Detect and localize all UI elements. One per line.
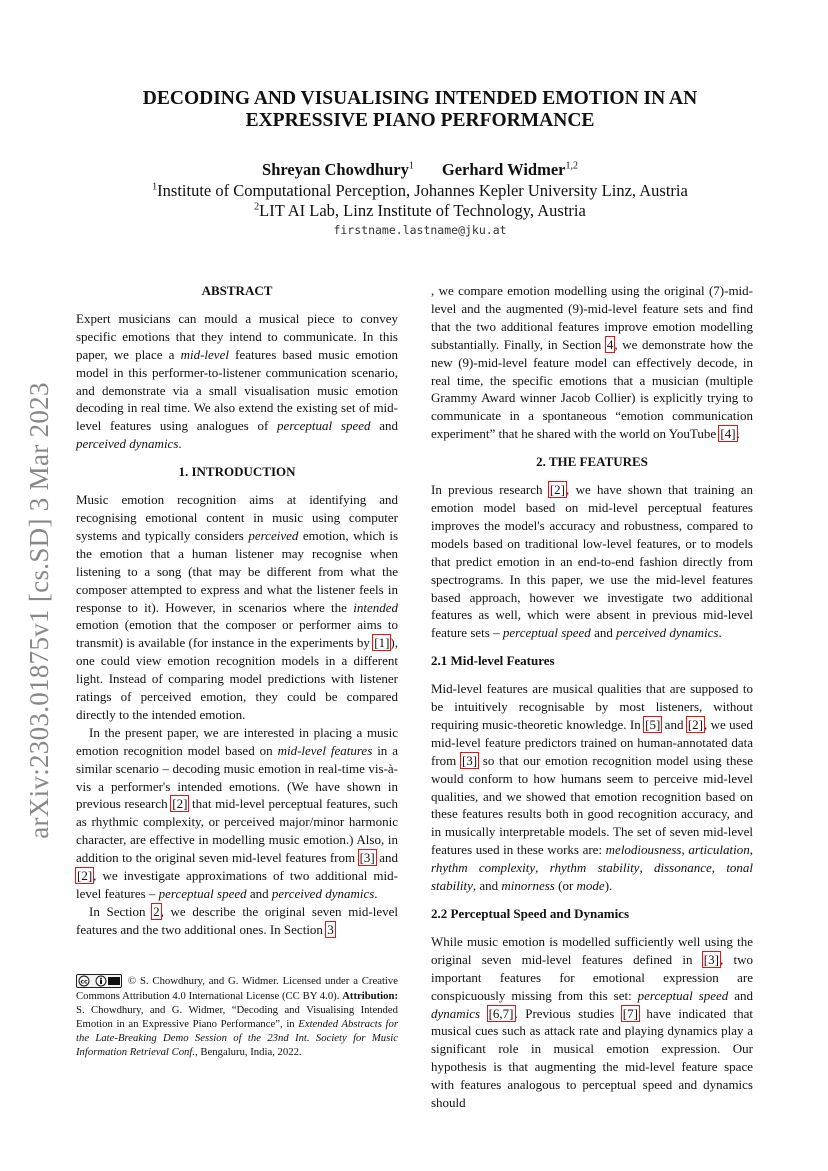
affil-text: Institute of Computational Perception, Johannes Kepler University Linz, Austria [157,181,688,200]
intro-paragraph-3-continued: , we compare emotion modelling using the original (7)-mid-level and the augmented (9)-mid-level feature sets and find that the two additional features improve emotion modelling substantially. Finally, in Section 4, we demonstrate how the new (9)-mid-level feature model can effectively decode, in real time, the specific emotions that a musician (multiple Grammy Award winner Jacob Collier) is explicitly trying to communicate in a spontaneous “emotion communication experiment” that he shared with the world on YouTube [4]. [431,283,753,442]
features-paragraph: In previous research [2], we have shown that training an emotion model based on mid-level perceptual features improves the model's accuracy and robustness, compared to models based on traditional low-level features, or to models that predict emotion in an end-to-end fashion directly from spectrograms. In this paper, we use the mid-level features based approach, however we investigate two additional features as well, which were absent in previous mid-level feature sets – perceptual speed and perceived dynamics. [431,482,753,641]
intro-paragraph-3a: In Section 2, we describe the original seven mid-level features and the two additional ones. In Section 3 [76,903,399,937]
citation-link[interactable]: [4] [720,426,736,442]
citation-link[interactable]: [3] [461,752,478,768]
section-link[interactable]: 2 [153,903,160,919]
affil-mark: 1 [152,181,158,193]
title-line-1: DECODING AND VISUALISING INTENDED EMOTION IN AN [142,88,698,109]
affil-text: LIT AI Lab, Linz Institute of Technology, Austria [259,201,586,220]
intro-paragraph-1: Music emotion recognition aims at identifying and recognising emotional content in music using computer systems and typically considers perceived emotion, which is the emotion that a human listener may recognise when listening to a song (that may be different from what the composer attempted to express and what the listener feels in response to it). However, in scenarios where the intended emotion (emotion that the composer or performer aims to transmit) is available (for instance in the experiments by [1]), one could view emotion recognition models in a different light. Instead of comparing model predictions with listener ratings of perceived emotion, they could be compared directly to the intended emotion. [76,492,399,722]
arxiv-identifier: arXiv:2303.01875v1 [cs.SD] 3 Mar 2023 [23,381,54,839]
author-list [100,160,740,180]
svg-text:cc: cc [80,977,88,985]
citation-link[interactable]: [5] [645,716,661,732]
left-column [76,282,398,939]
citation-link[interactable]: [3] [703,951,719,967]
citation-link[interactable]: [7] [622,1005,638,1021]
arxiv-identifier-sidebar [18,360,60,860]
paper-title [100,88,740,132]
author-email: firstname.lastname@jku.at [333,223,507,237]
author-affil-mark: 1,2 [565,160,578,172]
affiliation-1 [100,181,740,201]
features-heading: 2. THE FEATURES [536,454,648,470]
abstract-heading: ABSTRACT [201,283,273,298]
author-affil-mark: 1 [408,160,414,172]
section-link[interactable]: 3 [327,921,334,937]
intro-heading: 1. INTRODUCTION [178,464,296,480]
citation-link[interactable]: [2] [687,716,703,732]
midlevel-paragraph: Mid-level features are musical qualities that are supposed to be intuitively recognisable by most listeners, without requiring music-theoretic knowledge. In [5] and [2], we used mid-level feature predictors trained on human-annotated data from [3] so that our emotion recognition model using these would conform to how humans seem to perceive mid-level qualities, and we showed that emotion recognition based on these features results both in good recognition accuracy, and in musically interpretable models. The set of seven mid-level features used in these works are: melodiousness, articulation, rhythm complexity, rhythm stability, dissonance, tonal stability, and minorness (or mode). [431,681,754,894]
author-name: Shreyan Chowdhury [262,160,409,179]
citation-link[interactable]: [2] [77,868,93,884]
author-name: Gerhard Widmer [441,160,566,179]
affiliation-2 [100,201,740,221]
footnote-block [76,974,398,1059]
citation-link[interactable]: [3] [359,850,375,866]
citation-link[interactable]: [6,7] [488,1005,514,1021]
subsection-heading-2-2: 2.2 Perceptual Speed and Dynamics [431,906,630,921]
intro-paragraph-2: In the present paper, we are interested in placing a music emotion recognition model based on mid-level features in a similar scenario – decoding music emotion in real-time vis-à-vis a performer's intended emotions. (We have shown in previous research [2] that mid-level perceptual features, such as rhythmic complexity, or perceived major/minor harmonic character, are effective in modelling music emotion.) Also, in addition to the original seven mid-level features from [3] and [2], we investigate approximations of two additional mid-level features – perceptual speed and perceived dynamics. [76,724,399,901]
right-column [431,282,753,1112]
section-link[interactable]: 4 [606,336,614,352]
citation-link[interactable]: [2] [172,796,188,812]
cc-by-license-icon [76,974,122,988]
citation-link[interactable]: [2] [549,482,566,498]
speed-dynamics-paragraph: While music emotion is modelled sufficiently well using the original seven mid-level features defined in [3], two important features for emotional expression are conspicuously missing from this set: perceptual speed and dynamics [6,7]. Previous studies [7] have indicated that musical cues such as attack rate and playing dynamics play a significant role in musical emotion expression. Our hypothesis is that augmenting the mid-level feature space with features analogous to perceptual speed and dynamics should [431,933,754,1111]
license-footnote: cc © S. Chowdhury, and G. Widmer. Licensed under a Creative Commons Attribution 4.0 International License (CC BY 4.0). Attribution: S. Chowdhury, and G. Widmer, “Decoding and Visualising Intended Emotion in an Expressive Piano Performance”, in Extended Abstracts for the Late-Breaking Demo Session of the 23nd Int. Society for Music Information Retrieval Conf., Bengaluru, India, 2022. [76,975,398,1058]
subsection-heading-2-1: 2.1 Mid-level Features [431,653,555,669]
abstract-text: Expert musicians can mould a musical piece to convey specific emotions that they intend to communicate. In this paper, we place a mid-level features based music emotion model in this performer-to-listener communication scenario, and demonstrate via a small visualisation music emotion decoding in real time. We also extend the existing set of mid-level features using analogues of perceptual speed and perceived dynamics. [76,310,398,452]
title-line-2: EXPRESSIVE PIANO PERFORMANCE [245,110,595,131]
citation-link[interactable]: [1] [374,635,390,651]
affil-mark: 2 [254,201,260,213]
